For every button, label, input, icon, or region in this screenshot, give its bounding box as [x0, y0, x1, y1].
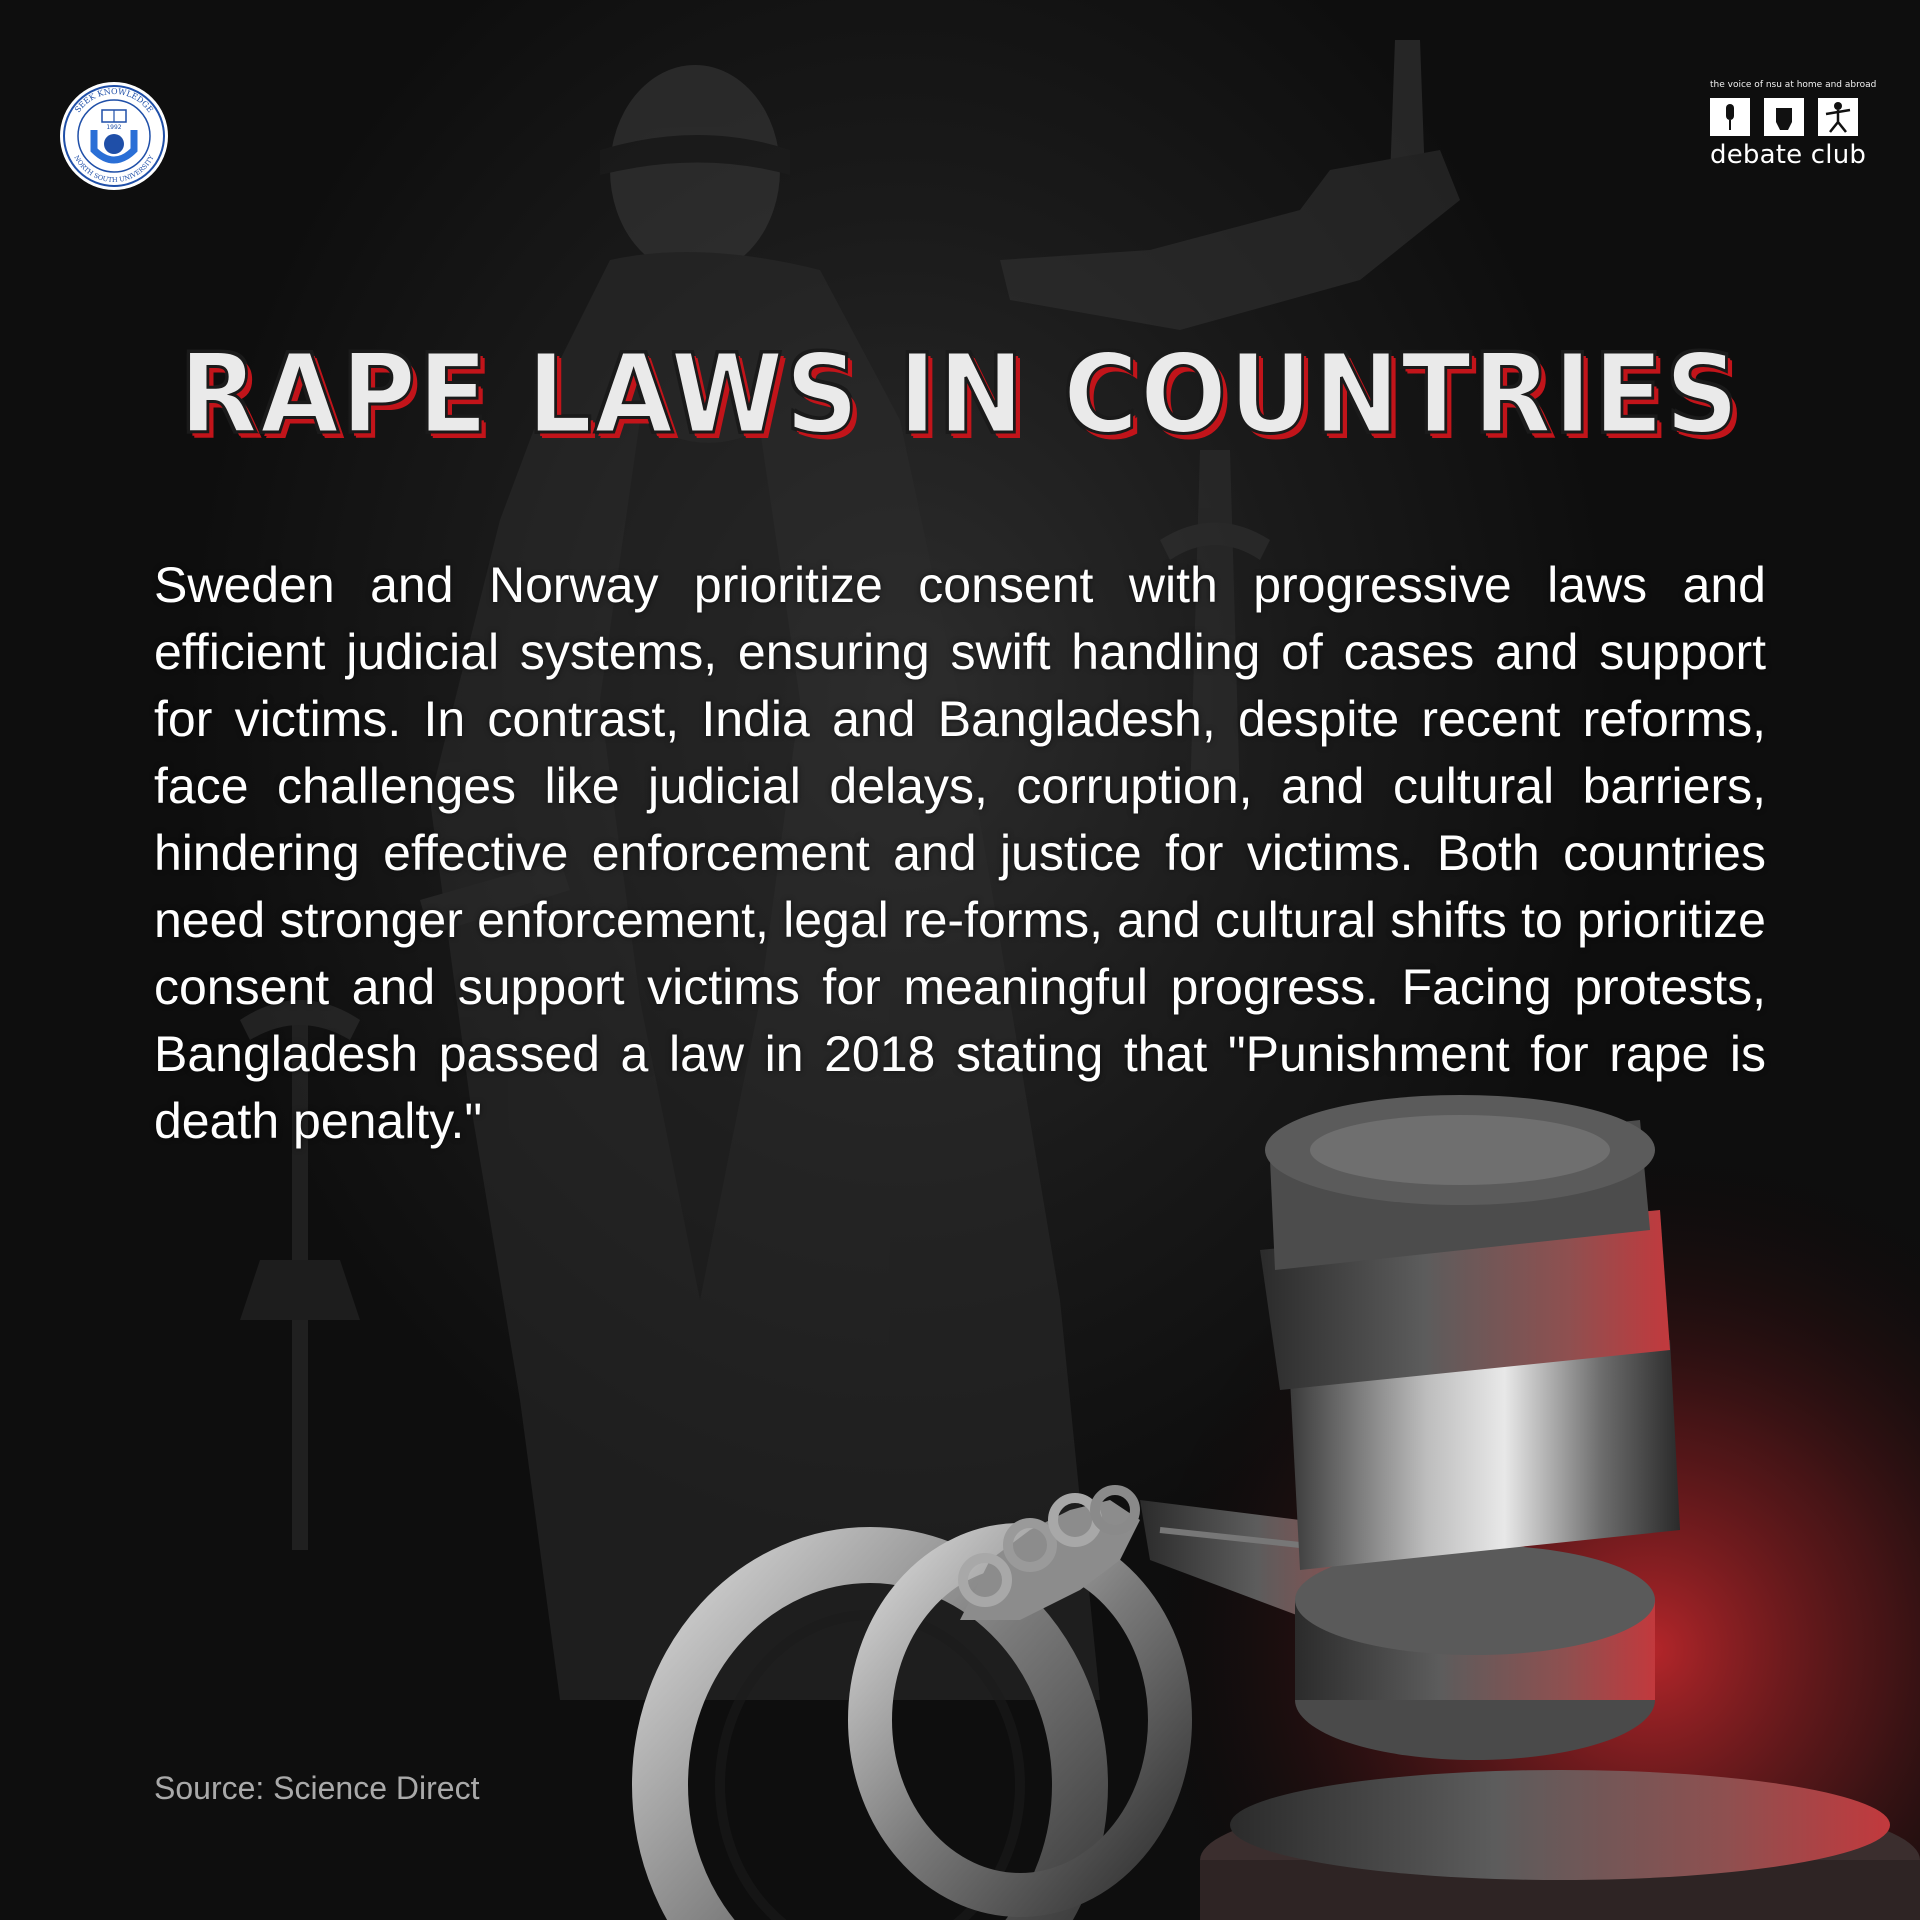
seal-text-bottom: NORTH SOUTH UNIVERSITY — [72, 153, 156, 185]
seal-text-top: SEEK KNOWLEDGE — [73, 86, 155, 115]
source-credit: Source: Science Direct — [154, 1770, 480, 1806]
body-paragraph: Sweden and Norway prioritize consent with progressive laws and efficient judicial systems, ensuring swift handling of cases and support for victims. In contrast, India and Bangladesh, despite recent reforms, face challenges like judicial delays, corruption, and cultural barriers, hindering effective enforcement and justice for victims. Both countries need stronger enforcement, legal re-forms, and cultural shifts to prioritize consent and support victims for meaningful progress. Facing protests, Bangladesh passed a law in 2018 stating that "Punishment for rape is death penalty." — [154, 557, 1766, 1149]
page-title: RAPE LAWS IN COUNTRIES — [179, 330, 1741, 458]
club-icons — [1710, 96, 1858, 138]
university-logo — [58, 80, 170, 192]
university-seal-icon — [58, 80, 170, 192]
club-name: debate club — [1710, 140, 1867, 170]
seal-year: 1992 — [106, 124, 122, 131]
debate-club-logo — [1706, 80, 1877, 176]
club-tagline: the voice of nsu at home and abroad — [1710, 80, 1877, 90]
